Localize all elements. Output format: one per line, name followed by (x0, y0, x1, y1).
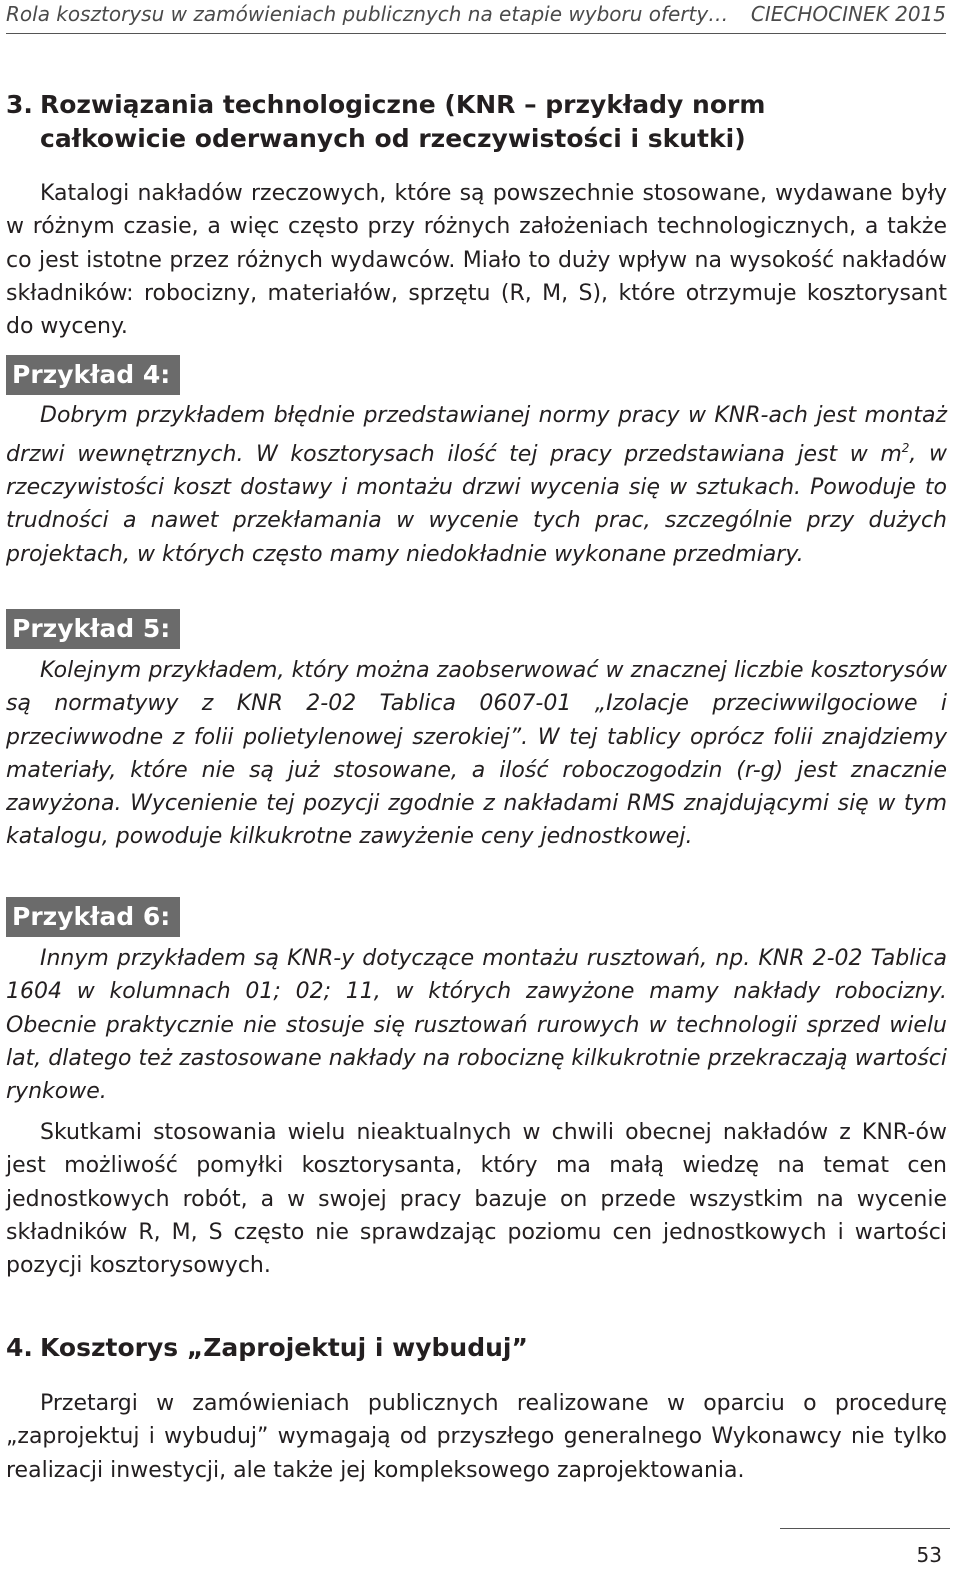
header-divider (6, 33, 946, 34)
footer-divider (780, 1528, 950, 1529)
page-number: 53 (916, 1543, 942, 1567)
section-4-heading (6, 1331, 950, 1365)
section-3-heading (6, 88, 950, 156)
example-5-paragraph: Kolejnym przykładem, który można zaobserwować w znacznej liczbie kosztorysów są normatywy z KNR 2-02 Tablica 0607-01 „Izolacje przeciwwilgociowe i przeciwwodne z folii polietylenowej szerokiej”. W tej tablicy oprócz folii znajdziemy materiały, które nie są już stosowane, a ilość roboczogodzin (r-g) jest znacznie zawyżona. Wycenienie tej pozycji zgodnie z nakładami RMS znajdującymi się w tym katalogu, powoduje kilkukrotne zawyżenie ceny jednostkowej. (6, 658, 947, 850)
example-4-paragraph: Dobrym przykładem błędnie przedstawianej normy pracy w KNR-ach jest montaż drzwi wewnętrznych. W kosztorysach ilość tej pracy przedstawiana jest w $m^2$, w rzeczywistości koszt dostawy i montażu drzwi wycenia się w sztukach. Powoduje to trudności a nawet przekłamania w wycenie tych prac, szczególnie przy dużych projektach, w których często mamy niedokładnie wykonane przedmiary. (6, 403, 947, 567)
section-3-title-line1: Rozwiązania technologiczne (KNR – przykłady norm (40, 90, 766, 119)
example-6-badge: Przykład 6: (6, 897, 180, 937)
section-4-title: Kosztorys „Zaprojektuj i wybuduj” (40, 1333, 528, 1362)
header-event: CIECHOCINEK 2015 (750, 2, 946, 26)
intro-paragraph: Katalogi nakładów rzeczowych, które są powszechnie stosowane, wydawane były w różnym czasie, a więc często przy różnych założeniach technologicznych, a także co jest istotne przez różnych wydawców. Miało to duży wpływ na wysokość nakładów składników: robocizny, materiałów, sprzętu (R, M, S), które otrzymuje kosztorysant do wyceny. (6, 181, 947, 340)
running-header (6, 2, 946, 30)
section-3-number: 3. (6, 90, 33, 119)
section-3-title-line2: całkowicie oderwanych od rzeczywistości i skutki) (40, 124, 746, 153)
header-title: Rola kosztorysu w zamówieniach publicznych na etapie wyboru oferty… (6, 2, 729, 26)
example-5-badge: Przykład 5: (6, 609, 180, 649)
section-4-paragraph: Przetargi w zamówieniach publicznych realizowane w oparciu o procedurę „zaprojektuj i wybuduj” wymagają od przyszłego generalnego Wykonawcy nie tylko realizacji inwestycji, ale także jej kompleksowego zaprojektowania. (6, 1391, 947, 1483)
example-4-badge: Przykład 4: (6, 355, 180, 395)
example-6-paragraph: Innym przykładem są KNR-y dotyczące montażu rusztowań, np. KNR 2-02 Tablica 1604 w kolumnach 01; 02; 11, w których zawyżone mamy nakłady robocizny. Obecnie praktycznie nie stosuje się rusztowań rurowych w technologii sprzed wielu lat, dlatego też zastosowane nakłady na robociznę kilkukrotnie przekraczają wartości rynkowe. (6, 946, 947, 1105)
consequences-paragraph: Skutkami stosowania wielu nieaktualnych w chwili obecnej nakładów z KNR-ów jest możliwość pomyłki kosztorysanta, który ma małą wiedzę na temat cen jednostkowych robót, a w swojej pracy bazuje on przede wszystkim na wycenie składników R, M, S często nie sprawdzając poziomu cen jednostkowych i wartości pozycji kosztorysowych. (6, 1120, 947, 1279)
section-4-number: 4. (6, 1333, 33, 1362)
